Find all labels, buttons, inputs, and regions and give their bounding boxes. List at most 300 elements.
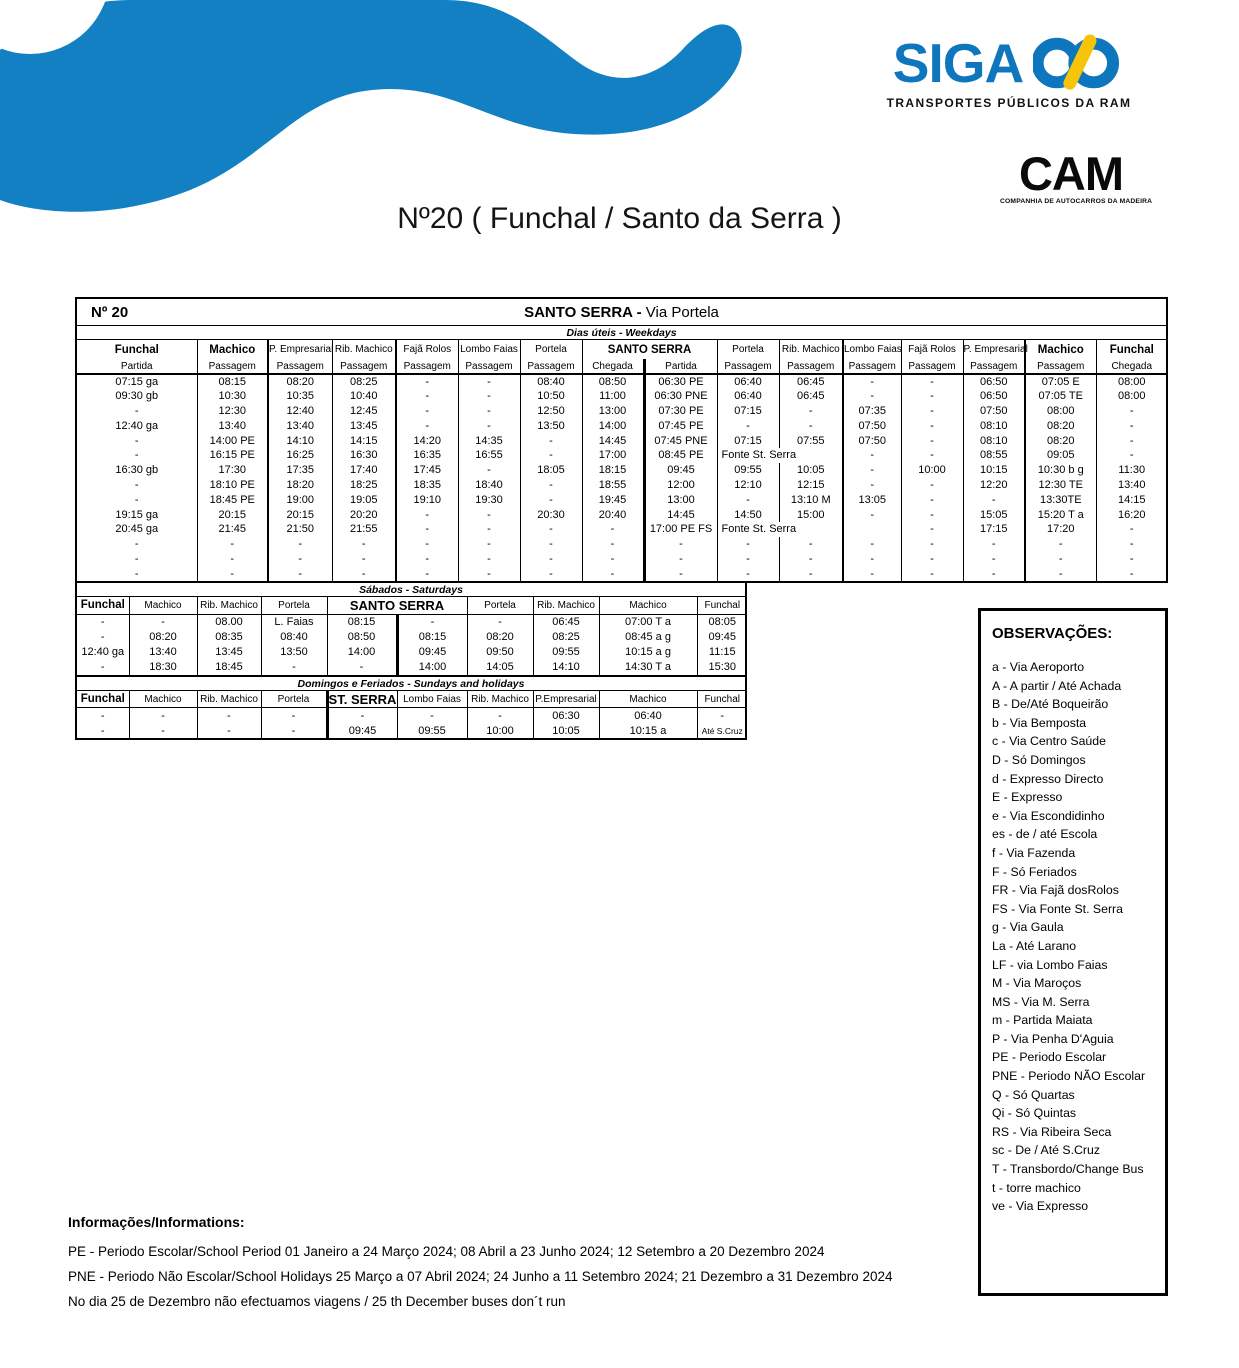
column-header: Portela: [261, 597, 327, 614]
column-subheader: Chegada: [1096, 359, 1167, 374]
column-subheader: Passagem: [268, 359, 332, 374]
column-header: Rib. Machico: [197, 691, 261, 708]
column-header: P. Empresarial: [963, 340, 1025, 359]
weekday-section: [75, 297, 1168, 583]
timetable-cell: 12:30 TE: [1025, 478, 1096, 493]
timetable-cell: -: [582, 566, 644, 581]
timetable-cell: -: [197, 566, 268, 581]
timetable-cell: -: [197, 723, 261, 738]
timetable-cell: -: [843, 374, 901, 389]
timetable-cell: 16:15 PE: [197, 448, 268, 463]
timetable-row: [77, 507, 1167, 522]
timetable-cell: -: [397, 708, 467, 723]
observation-item: LF - via Lombo Faias: [992, 957, 1108, 972]
timetable-cell: -: [843, 552, 901, 567]
timetable-cell: 10:15: [963, 463, 1025, 478]
timetable-cell: 16:25: [268, 448, 332, 463]
timetable-cell: -: [843, 566, 901, 581]
timetable-row: [77, 448, 1167, 463]
saturday-band: Sábados - Saturdays: [77, 583, 745, 597]
observation-item: d - Expresso Directo: [992, 771, 1104, 786]
column-subheader: Passagem: [197, 359, 268, 374]
timetable-cell: -: [134, 434, 139, 447]
timetable-cell: 20:45 ga: [115, 523, 159, 536]
timetable-cell: -: [843, 463, 901, 478]
column-header: Rib. Machico: [197, 597, 261, 614]
timetable-cell: 13:50: [520, 418, 582, 433]
timetable-row: [77, 478, 1167, 493]
timetable-cell: 06:45: [779, 389, 843, 404]
timetable-cell: -: [963, 552, 1025, 567]
observation-item: e - Via Escondidinho: [992, 808, 1105, 823]
timetable-row: [77, 552, 1167, 567]
timetable-cell: -: [901, 418, 963, 433]
observation-item: MS - Via M. Serra: [992, 994, 1090, 1009]
timetable-cell: 18:55: [582, 478, 644, 493]
weekday-band: Dias úteis - Weekdays: [77, 326, 1166, 340]
timetable-cell: 10:05: [533, 723, 599, 738]
timetable-cell: -: [100, 616, 105, 628]
timetable-cell: 17:35: [268, 463, 332, 478]
timetable-cell: 08.00: [197, 614, 261, 629]
info-line: PE - Periodo Escolar/School Period 01 Janeiro a 24 Março 2024; 08 Abril a 23 Junho 2024; 12 Setembro a 20 Dezembro 2024: [68, 1244, 825, 1259]
timetable-cell: -: [261, 723, 327, 738]
siga-subtitle: TRANSPORTES PÚBLICOS DA RAM: [886, 96, 1132, 110]
info-line: PNE - Periodo Não Escolar/School Holidays 25 Março a 07 Abril 2024; 24 Junho a 11 Setembro 2024; 21 Dezembro a 31 Dezembro 2024: [68, 1269, 893, 1284]
timetable-cell: 14:50: [717, 507, 779, 522]
timetable-cell: -: [901, 552, 963, 567]
timetable-cell: 21:45: [197, 522, 268, 537]
timetable-cell: Fonte St. Serra: [717, 448, 843, 463]
timetable-cell: -: [134, 493, 139, 506]
timetable-cell: -: [396, 389, 458, 404]
timetable-cell: Até S.Cruz: [697, 723, 747, 738]
timetable-cell: 07:55: [779, 433, 843, 448]
observation-item: FS - Via Fonte St. Serra: [992, 901, 1123, 916]
timetable-cell: 08:20: [1025, 418, 1096, 433]
column-subheader: Passagem: [1025, 359, 1096, 374]
timetable-cell: 09:45: [327, 723, 397, 738]
timetable-cell: 12:15: [779, 478, 843, 493]
timetable-cell: 14:20: [396, 433, 458, 448]
timetable-cell: -: [520, 566, 582, 581]
timetable-cell: 17:00: [582, 448, 644, 463]
timetable-cell: -: [520, 552, 582, 567]
timetable-cell: -: [963, 566, 1025, 581]
timetable-cell: -: [100, 661, 105, 674]
column-header: ST. SERRA: [328, 691, 397, 707]
timetable-cell: -: [520, 433, 582, 448]
timetable-cell: 17:30: [197, 463, 268, 478]
column-header: Portela: [467, 597, 533, 614]
timetable-cell: 08:20: [467, 629, 533, 644]
timetable-cell: -: [901, 404, 963, 419]
timetable-cell: 08:50: [582, 374, 644, 389]
timetable-cell: -: [396, 552, 458, 567]
siga-rings-icon: [1033, 34, 1125, 92]
column-subheader: Passagem: [843, 359, 901, 374]
timetable-cell: -: [197, 537, 268, 552]
timetable-cell: -: [901, 478, 963, 493]
column-header: Machico: [197, 340, 268, 359]
observation-item: D - Só Domingos: [992, 752, 1086, 767]
timetable-cell: 14:00: [327, 645, 397, 660]
timetable-cell: -: [458, 418, 520, 433]
timetable-cell: 06:40: [599, 708, 697, 723]
observation-item: A - A partir / Até Achada: [992, 678, 1122, 693]
timetable-cell: -: [197, 708, 261, 723]
timetable-cell: 08:00: [1096, 389, 1167, 404]
timetable-cell: 06:45: [533, 614, 599, 629]
timetable-cell: 09:30 gb: [115, 390, 159, 403]
observations-list: [992, 658, 1155, 1216]
timetable-cell: 17:40: [332, 463, 396, 478]
timetable-row: [77, 566, 1167, 581]
timetable-cell: -: [520, 537, 582, 552]
timetable-cell: 14:10: [268, 433, 332, 448]
timetable-cell: 06:30 PE: [644, 374, 717, 389]
column-header: Fajã Rolos: [396, 340, 458, 359]
siga-wordmark: SIGA: [892, 31, 1024, 94]
timetable-cell: 18:45 PE: [197, 492, 268, 507]
timetable-cell: 18:05: [520, 463, 582, 478]
timetable-cell: -: [644, 566, 717, 581]
column-subheader: Partida: [644, 359, 717, 374]
timetable-row: [77, 629, 747, 644]
timetable-cell: 09:45: [697, 629, 747, 644]
column-subheader: Passagem: [396, 359, 458, 374]
timetable-cell: 06:30 PNE: [644, 389, 717, 404]
timetable-cell: -: [843, 507, 901, 522]
timetable-cell: -: [134, 538, 139, 551]
timetable-cell: 20:20: [332, 507, 396, 522]
timetable-cell: -: [1096, 537, 1167, 552]
timetable-cell: 14:05: [467, 660, 533, 675]
timetable-cell: 14:00 PE: [197, 433, 268, 448]
column-header: Lombo Faias: [397, 691, 467, 708]
timetable-cell: -: [100, 724, 105, 737]
timetable-row: [77, 374, 1167, 389]
timetable-cell: -: [843, 389, 901, 404]
timetable-cell: -: [779, 552, 843, 567]
timetable-cell: -: [1025, 552, 1096, 567]
timetable-cell: -: [1096, 552, 1167, 567]
column-header: Lombo Faias: [458, 340, 520, 359]
timetable-cell: -: [901, 522, 963, 537]
timetable-row: [77, 433, 1167, 448]
timetable-cell: -: [963, 537, 1025, 552]
timetable-cell: -: [458, 566, 520, 581]
column-subheader: Passagem: [963, 359, 1025, 374]
timetable-cell: 18:10 PE: [197, 478, 268, 493]
table-header-row: [77, 299, 1166, 326]
column-header: Funchal: [697, 691, 747, 708]
timetable-cell: 07:45 PE: [644, 418, 717, 433]
timetable-cell: 08:45 PE: [644, 448, 717, 463]
cam-logo: [1000, 147, 1153, 205]
timetable-cell: 08:05: [697, 614, 747, 629]
timetable-cell: 08:20: [268, 374, 332, 389]
timetable-cell: 15:05: [963, 507, 1025, 522]
timetable-row: [77, 708, 747, 723]
column-header: Rib. Machico: [467, 691, 533, 708]
timetable-cell: 14:15: [1096, 492, 1167, 507]
timetable-cell: 17:00 PE FS: [644, 522, 717, 537]
timetable-cell: 07:15: [717, 433, 779, 448]
timetable-cell: -: [261, 660, 327, 675]
timetable-cell: -: [1096, 522, 1167, 537]
timetable-cell: 12:00: [644, 478, 717, 493]
timetable-row: [77, 389, 1167, 404]
column-header: Funchal: [77, 691, 129, 708]
column-header: SANTO SERRA: [582, 340, 717, 359]
timetable-cell: 07:45 PNE: [644, 433, 717, 448]
observation-item: M - Via Maroços: [992, 976, 1082, 991]
column-header: Portela: [520, 340, 582, 359]
timetable-cell: 17:20: [1025, 522, 1096, 537]
observation-item: FR - Via Fajã dosRolos: [992, 883, 1119, 898]
saturday-section: [75, 583, 747, 677]
timetable-cell: -: [396, 374, 458, 389]
column-subheader: Partida: [77, 359, 197, 374]
timetable-cell: 14:35: [458, 433, 520, 448]
sunday-table-mount: [77, 691, 745, 738]
timetable-cell: -: [396, 537, 458, 552]
timetable-cell: -: [1096, 566, 1167, 581]
timetable-cell: 10:35: [268, 389, 332, 404]
timetable-cell: -: [520, 478, 582, 493]
timetable-cell: -: [520, 492, 582, 507]
column-subheader: Passagem: [717, 359, 779, 374]
timetable-cell: -: [901, 492, 963, 507]
timetable-cell: 09:45: [397, 645, 467, 660]
timetable-cell: -: [396, 404, 458, 419]
timetable-cell: 07:15 ga: [115, 375, 159, 388]
observation-item: PNE - Periodo NÃO Escolar: [992, 1069, 1146, 1084]
timetable-cell: -: [268, 552, 332, 567]
timetable-cell: -: [268, 566, 332, 581]
column-header: Fajã Rolos: [901, 340, 963, 359]
timetable-cell: 13:40: [129, 645, 197, 660]
timetable-cell: 18:40: [458, 478, 520, 493]
timetable-row: [77, 492, 1167, 507]
timetable-cell: 13:40: [268, 418, 332, 433]
cam-wordmark: CAM: [1018, 147, 1124, 200]
timetable-cell: 12:50: [520, 404, 582, 419]
observation-item: t - torre machico: [992, 1180, 1081, 1195]
timetable-cell: 10:15 a: [599, 723, 697, 738]
table-title: SANTO SERRA - Via Portela: [524, 303, 719, 321]
timetable-cell: -: [458, 389, 520, 404]
timetable-cell: 19:45: [582, 492, 644, 507]
observation-item: g - Via Gaula: [992, 920, 1064, 935]
column-header: Rib. Machico: [533, 597, 599, 614]
observations-title: OBSERVAÇÕES:: [992, 625, 1113, 642]
timetable-cell: 14:15: [332, 433, 396, 448]
timetable-cell: 19:10: [396, 492, 458, 507]
timetable-cell: 09:55: [533, 645, 599, 660]
column-header: Rib. Machico: [779, 340, 843, 359]
timetable-cell: -: [129, 723, 197, 738]
observations-box: [978, 608, 1168, 1296]
column-header: Funchal: [697, 597, 747, 614]
observation-item: E - Expresso: [992, 790, 1063, 805]
timetable-cell: 20:15: [197, 507, 268, 522]
timetable-row: [77, 614, 747, 629]
timetable-cell: -: [901, 448, 963, 463]
timetable-cell: 08:15: [197, 374, 268, 389]
timetable-cell: 18:15: [582, 463, 644, 478]
timetable-cell: -: [779, 404, 843, 419]
timetable-cell: 16:35: [396, 448, 458, 463]
timetable-cell: 09:55: [397, 723, 467, 738]
timetable-cell: 12:20: [963, 478, 1025, 493]
observation-item: RS - Via Ribeira Seca: [992, 1124, 1112, 1139]
timetable-cell: -: [261, 708, 327, 723]
timetable-row: [77, 404, 1167, 419]
timetable-cell: -: [582, 552, 644, 567]
timetable-cell: 14:45: [582, 433, 644, 448]
timetable-cell: -: [458, 537, 520, 552]
column-subheader: Passagem: [779, 359, 843, 374]
timetable-cell: 18:45: [197, 660, 261, 675]
timetable-cell: -: [458, 404, 520, 419]
timetable-row: [77, 418, 1167, 433]
column-subheader: Passagem: [520, 359, 582, 374]
timetable-cell: -: [963, 492, 1025, 507]
timetable-cell: 18:30: [129, 660, 197, 675]
column-header: Portela: [261, 691, 327, 708]
timetable-cell: -: [396, 507, 458, 522]
timetable-cell: 10:40: [332, 389, 396, 404]
timetable-cell: 08:40: [520, 374, 582, 389]
observation-item: P - Via Penha D'Aguia: [992, 1031, 1114, 1046]
timetable-cell: 12:45: [332, 404, 396, 419]
timetable-cell: 10:50: [520, 389, 582, 404]
timetable-cell: -: [901, 566, 963, 581]
saturday-timetable: [77, 597, 747, 675]
timetable-cell: 14:30 T a: [599, 660, 697, 675]
column-header: Machico: [1025, 340, 1096, 359]
timetable-cell: 07:05 TE: [1025, 389, 1096, 404]
timetable-cell: -: [520, 522, 582, 537]
observation-item: c - Via Centro Saúde: [992, 734, 1106, 749]
column-subheader: Passagem: [901, 359, 963, 374]
timetable-cell: 08:20: [1025, 433, 1096, 448]
timetable-cell: 08:55: [963, 448, 1025, 463]
timetable-cell: 11:30: [1096, 463, 1167, 478]
timetable-cell: 13:40: [1096, 478, 1167, 493]
timetable-cell: 12:40: [268, 404, 332, 419]
timetable-cell: -: [197, 552, 268, 567]
timetable-cell: 19:30: [458, 492, 520, 507]
observation-item: B - De/Até Boqueirão: [992, 697, 1109, 712]
timetable-cell: 10:05: [779, 463, 843, 478]
timetable-cell: 13:10 M: [779, 492, 843, 507]
timetable-cell: -: [843, 478, 901, 493]
timetable-cell: 07:15: [717, 404, 779, 419]
observation-item: Qi - Só Quintas: [992, 1106, 1077, 1121]
timetable-cell: -: [397, 614, 467, 629]
timetable-cell: 16:20: [1096, 507, 1167, 522]
timetable-cell: 11:00: [582, 389, 644, 404]
timetable-cell: 16:30: [332, 448, 396, 463]
timetable-cell: -: [327, 660, 397, 675]
timetable-cell: 12:10: [717, 478, 779, 493]
timetable-cell: -: [332, 566, 396, 581]
observation-item: Q - Só Quartas: [992, 1087, 1075, 1102]
timetable-cell: -: [779, 418, 843, 433]
timetable-cell: 07:35: [843, 404, 901, 419]
column-subheader: Chegada: [582, 359, 644, 374]
saturday-table-mount: [77, 597, 745, 675]
timetable-cell: -: [458, 507, 520, 522]
timetable-cell: 16:30 gb: [115, 464, 159, 477]
timetable-cell: 08:40: [261, 629, 327, 644]
timetable-cell: 07:50: [843, 418, 901, 433]
weekday-timetable: [77, 340, 1167, 581]
timetable-cell: -: [396, 418, 458, 433]
timetable-cell: 18:20: [268, 478, 332, 493]
timetable-cell: -: [134, 478, 139, 491]
timetable-cell: 09:55: [717, 463, 779, 478]
siga-logo: [878, 31, 1140, 110]
timetable-cell: 10:30 b g: [1025, 463, 1096, 478]
sunday-section: [75, 677, 747, 740]
timetable-row: [77, 660, 747, 675]
timetable-cell: -: [134, 552, 139, 565]
timetable-cell: 15:30: [697, 660, 747, 675]
column-header: Funchal: [1096, 340, 1167, 359]
timetable-cell: 09:50: [467, 645, 533, 660]
timetable-cell: 08:50: [327, 629, 397, 644]
timetable-cell: -: [1096, 433, 1167, 448]
timetable-cell: 14:10: [533, 660, 599, 675]
timetable-cell: -: [332, 552, 396, 567]
timetable-cell: 06:30: [533, 708, 599, 723]
timetable-cell: 12:30: [197, 404, 268, 419]
timetable-cell: 06:40: [717, 389, 779, 404]
timetable-cell: 06:40: [717, 374, 779, 389]
observation-item: f - Via Fazenda: [992, 845, 1076, 860]
timetable-row: [77, 537, 1167, 552]
timetable-cell: 07:30 PE: [644, 404, 717, 419]
timetable-cell: -: [901, 374, 963, 389]
timetable-cell: 08:20: [129, 629, 197, 644]
timetable-cell: 08:10: [963, 433, 1025, 448]
timetable-cell: 18:25: [332, 478, 396, 493]
timetable-cell: -: [1096, 404, 1167, 419]
timetable-cell: -: [717, 566, 779, 581]
column-subheader: Passagem: [332, 359, 396, 374]
column-header: Machico: [599, 597, 697, 614]
column-header: P. Empresarial: [268, 340, 332, 359]
page-title: Nº20 ( Funchal / Santo da Serra ): [397, 202, 842, 235]
timetable-cell: 10:15 a g: [599, 645, 697, 660]
timetable-row: [77, 723, 747, 738]
wave-graphic: [0, 0, 748, 215]
timetable-cell: -: [1096, 448, 1167, 463]
timetable-cell: 20:40: [582, 507, 644, 522]
timetable-cell: 13:50: [261, 645, 327, 660]
column-header: Rib. Machico: [332, 340, 396, 359]
timetable-cell: 17:45: [396, 463, 458, 478]
timetable-cell: -: [396, 566, 458, 581]
sunday-band: Domingos e Feriados - Sundays and holidays: [77, 677, 745, 691]
column-header: Funchal: [114, 343, 159, 356]
weekday-table-mount: [77, 340, 1166, 581]
timetable-cell: -: [644, 552, 717, 567]
